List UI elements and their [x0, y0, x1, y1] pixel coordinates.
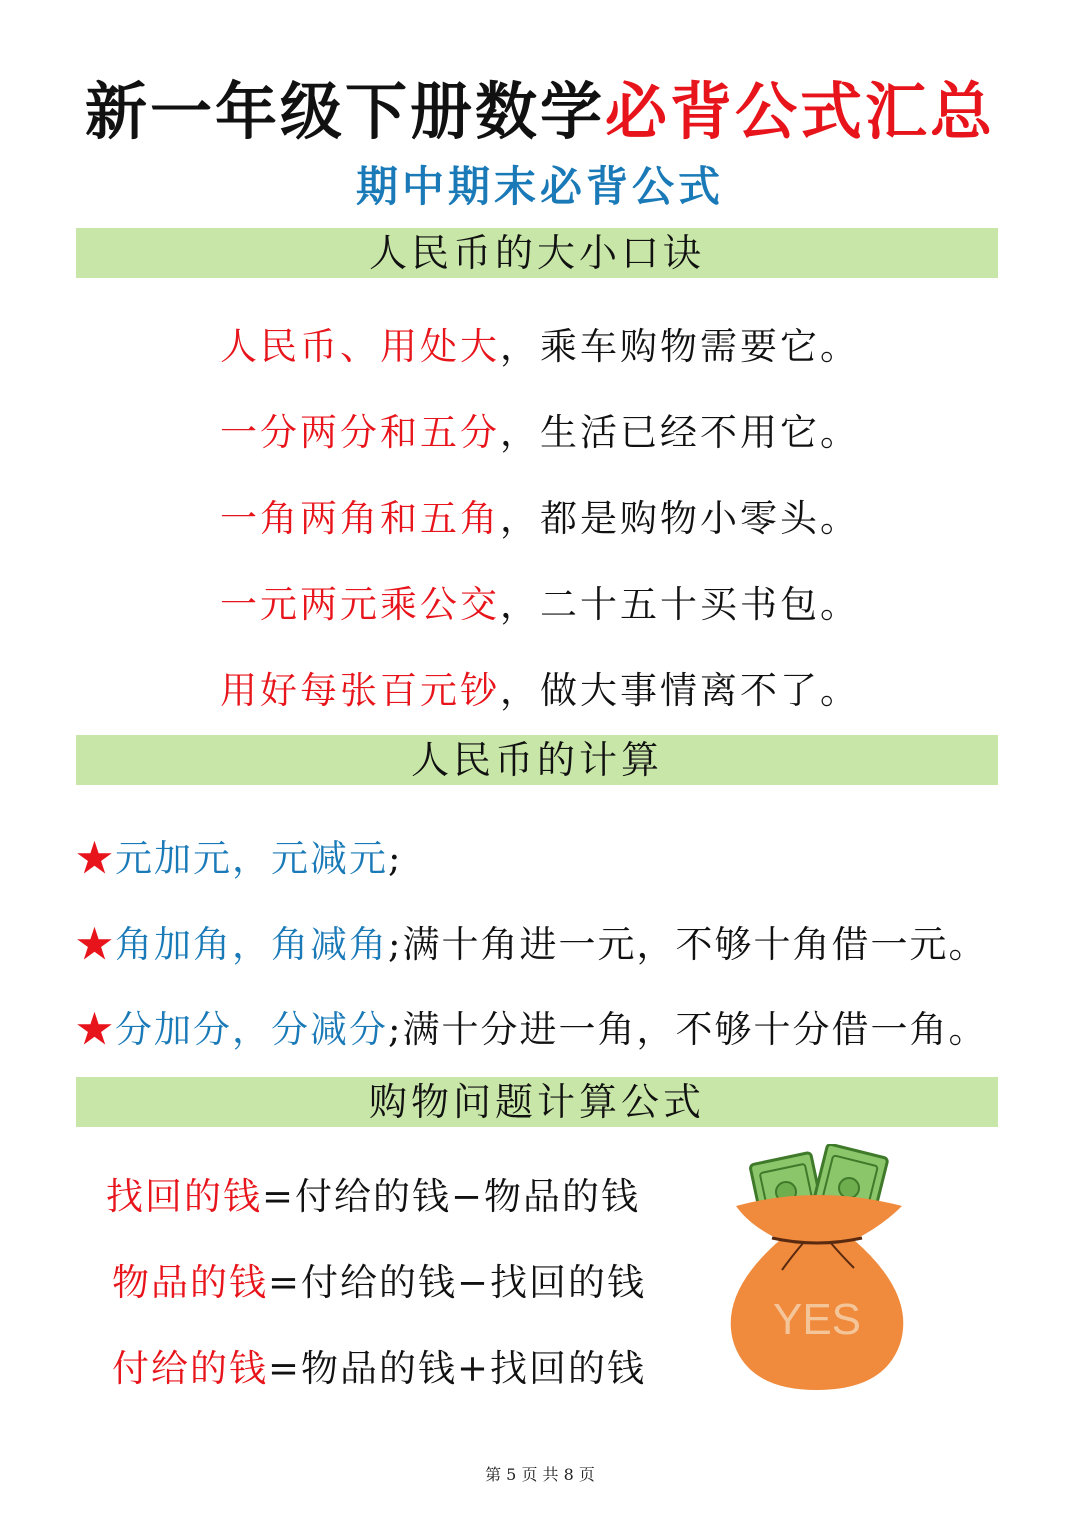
rhyme-red: 一元两元乘公交	[220, 583, 500, 626]
formula-black: =付给的钱−找回的钱	[268, 1261, 647, 1304]
formula-red: 物品的钱	[112, 1261, 268, 1304]
star-icon: ★	[76, 1008, 115, 1051]
page-subtitle: 期中期末必背公式	[355, 162, 724, 211]
calc-blue: 分加分，分减分	[115, 1008, 388, 1051]
formula-line	[112, 1252, 646, 1306]
rhyme-line	[0, 402, 1080, 456]
footer-total-pages: 8	[563, 1465, 574, 1484]
rhyme-black: ，乘车购物需要它。	[500, 325, 860, 368]
calc-blue: 元加元，元减元	[115, 837, 388, 880]
money-bag-icon	[722, 1144, 912, 1394]
footer-post: 页	[578, 1465, 595, 1484]
calc-black: ;满十角进一元，不够十角借一元。	[388, 923, 988, 966]
formula-red: 付给的钱	[112, 1347, 268, 1390]
rhyme-red: 用好每张百元钞	[220, 669, 500, 712]
calc-line	[76, 914, 987, 968]
formula-line	[112, 1338, 646, 1392]
page-footer	[0, 1462, 1080, 1485]
section-heading-rmb-size: 人民币的大小口诀	[76, 228, 998, 278]
rhyme-black: ，都是购物小零头。	[500, 497, 860, 540]
formula-black: =物品的钱+找回的钱	[268, 1347, 647, 1390]
calc-black: ;满十分进一角，不够十分借一角。	[388, 1008, 988, 1051]
rhyme-line	[0, 316, 1080, 370]
calc-line	[76, 828, 402, 882]
formula-black: =付给的钱−物品的钱	[262, 1175, 641, 1218]
section-heading-shopping: 购物问题计算公式	[76, 1077, 998, 1127]
formula-red: 找回的钱	[106, 1175, 262, 1218]
footer-pre: 第	[485, 1465, 502, 1484]
rhyme-line	[0, 660, 1080, 714]
calc-blue: 角加角，角减角	[115, 923, 388, 966]
rhyme-line	[0, 574, 1080, 628]
rhyme-red: 一角两角和五角	[220, 497, 500, 540]
section-heading-rmb-calc: 人民币的计算	[76, 735, 998, 785]
footer-page-number: 5	[506, 1465, 517, 1484]
rhyme-red: 人民币、用处大	[220, 325, 500, 368]
rhyme-red: 一分两分和五分	[220, 411, 500, 454]
title-black: 新一年级下册数学	[84, 75, 605, 148]
rhyme-line	[0, 488, 1080, 542]
rhyme-black: ，二十五十买书包。	[500, 583, 860, 626]
star-icon: ★	[76, 837, 115, 880]
rhyme-black: ，做大事情离不了。	[500, 669, 860, 712]
bag-label: YES	[772, 1295, 862, 1344]
title-red: 必背公式汇总	[605, 75, 996, 148]
formula-line	[106, 1166, 640, 1220]
footer-mid: 页 共	[521, 1465, 559, 1484]
star-icon: ★	[76, 923, 115, 966]
calc-line	[76, 999, 987, 1053]
calc-black: ;	[388, 837, 403, 880]
page-title	[0, 62, 1080, 151]
rhyme-black: ，生活已经不用它。	[500, 411, 860, 454]
